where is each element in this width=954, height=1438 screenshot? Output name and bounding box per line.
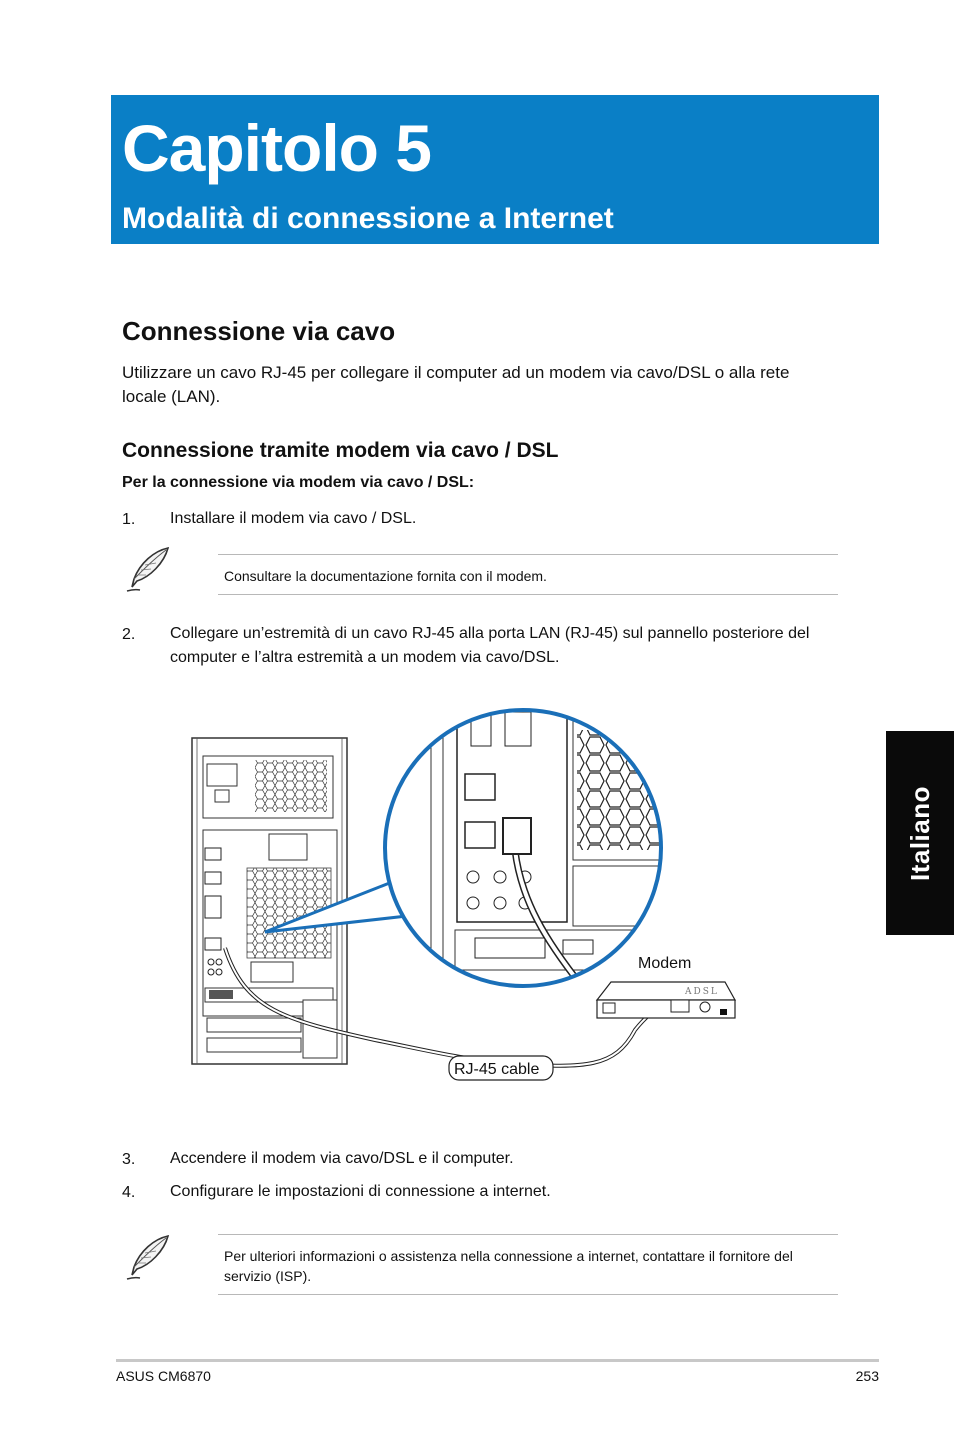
section-intro: Utilizzare un cavo RJ-45 per collegare il computer ad un modem via cavo/DSL o alla rete locale (LAN).	[122, 363, 790, 406]
section-title: Connessione via cavo	[122, 316, 396, 346]
note-text: Per ulteriori informazioni o assistenza nella connessione a internet, contattare il fornitore del servizio (ISP).	[224, 1248, 793, 1284]
step-number: 3.	[122, 1151, 136, 1168]
chapter-title: Capitolo 5	[122, 111, 432, 185]
footer-divider	[116, 1359, 879, 1362]
modem-label: Modem	[638, 955, 692, 972]
feather-pen-icon	[124, 1233, 174, 1283]
step-text: Installare il modem via cavo / DSL.	[170, 510, 417, 527]
step-number: 2.	[122, 626, 136, 643]
footer-product: ASUS CM6870	[116, 1368, 211, 1384]
note-divider	[218, 1234, 838, 1235]
step-text: Configurare le impostazioni di connessione a internet.	[170, 1183, 551, 1200]
note-text: Consultare la documentazione fornita con il modem.	[224, 568, 547, 584]
step-number: 4.	[122, 1184, 136, 1201]
modem-brand: ADSL	[685, 987, 719, 997]
cable-label: RJ-45 cable	[454, 1061, 540, 1078]
note-divider	[218, 554, 838, 555]
feather-pen-icon	[124, 545, 174, 595]
chapter-subtitle: Modalità di connessione a Internet	[122, 202, 614, 235]
zoom-detail	[385, 700, 671, 1000]
page-number: 253	[855, 1368, 879, 1384]
step-number: 1.	[122, 511, 136, 528]
connection-diagram	[185, 700, 745, 1090]
note-divider	[218, 594, 838, 595]
procedure-title: Per la connessione via modem via cavo / DSL:	[122, 474, 475, 491]
note-divider	[218, 1294, 838, 1295]
subsection-title: Connessione tramite modem via cavo / DSL	[122, 439, 559, 462]
modem	[597, 982, 735, 1018]
step-text: Collegare un’estremità di un cavo RJ-45 alla porta LAN (RJ-45) sul pannello posteriore del computer e l’altra estremità a un modem via cavo/DSL.	[170, 625, 810, 666]
pc-tower	[192, 738, 347, 1064]
step-text: Accendere il modem via cavo/DSL e il computer.	[170, 1150, 514, 1167]
language-tab-label: Italiano	[904, 785, 935, 881]
